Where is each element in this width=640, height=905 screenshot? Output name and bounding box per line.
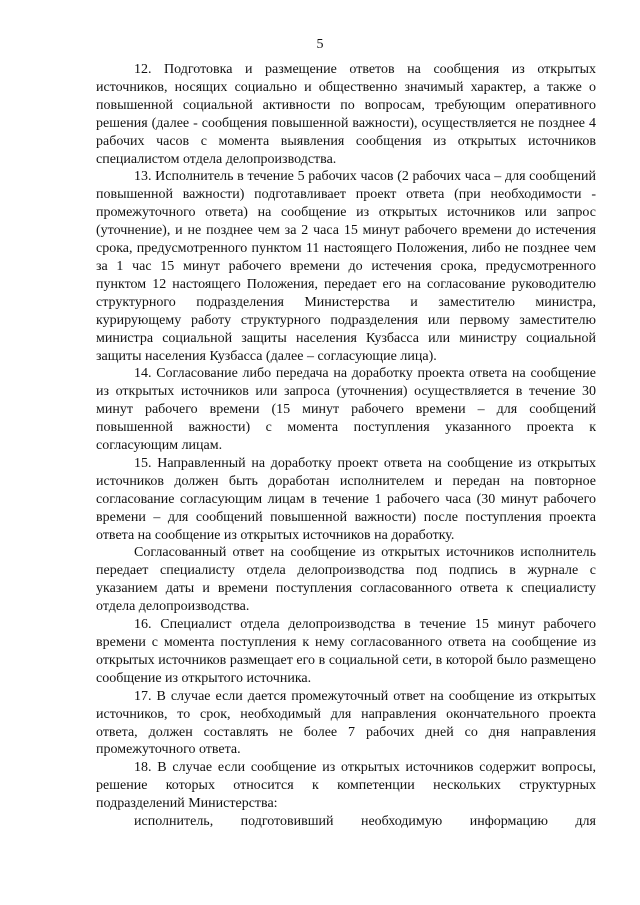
paragraph-18: 18. В случае если сообщение из открытых источников содержит вопросы, решение которых относится к компетенции нескольких структурных подразделений Министерства: — [96, 760, 596, 812]
paragraph-12: 12. Подготовка и размещение ответов на сообщения из открытых источников, носящих социально и общественно значимый характер, а также о повышенной социальной активности по вопросам, требующим оперативного решения (далее - сообщения повышенной важности), осуществляется не позднее 4 рабочих часов с момента выявления сообщения из открытых источников специалистом отдела делопроизводства. — [96, 62, 596, 167]
page-number: 5 — [316, 37, 324, 52]
paragraph-13: 13. Исполнитель в течение 5 рабочих часов (2 рабочих часа – для сообщений повышенной важности) подготавливает проект ответа (при необходимости - промежуточного ответа) на сообщение из открытых источников или запрос (уточнение), и не позднее чем за 2 часа 15 минут рабочего времени до истечения срока, предусмотренного пунктом 11 настоящего Положения, либо не позднее чем за 1 час 15 минут рабочего времени до истечения срока, предусмотренного пунктом 12 настоящего Положения, передает его на согласование руководителю структурного подразделения Министерства и заместителю министра, курирующему работу структурного подразделения или первому заместителю министра социальной защиты населения Кузбасса или министру социальной защиты населения Кузбасса (далее – согласующие лица). — [96, 169, 596, 364]
paragraph-17: 17. В случае если дается промежуточный ответ на сообщение из открытых источников, то срок, необходимый для направления окончательного проекта ответа, должен составлять не более 7 рабочих дней со дня направления промежуточного ответа. — [96, 688, 596, 758]
paragraph-14: 14. Согласование либо передача на доработку проекта ответа на сообщение из открытых источников или запроса (уточнения) осуществляется в течение 30 минут рабочего времени (15 минут рабочего времени – для сообщений повышенной важности) с момента поступления указанного проекта к согласующим лицам. — [96, 366, 596, 454]
paragraph-18-item: исполнитель, подготовивший необходимую информацию для — [134, 814, 596, 830]
document-body — [96, 61, 596, 831]
paragraph-15: 15. Направленный на доработку проект ответа на сообщение из открытых источников должен быть доработан исполнителем и передан на повторное согласование согласующим лицам в течение 1 рабочего часа (30 минут рабочего времени – для сообщений повышенной важности) после поступления проекта ответа на сообщение из открытых источников на доработку. — [96, 455, 596, 543]
paragraph-16: 16. Специалист отдела делопроизводства в течение 15 минут рабочего времени с момента поступления к нему согласованного ответа на сообщение из открытых источников размещает его в социальной сети, в которой было размещено сообщение из открытого источника. — [96, 617, 596, 686]
paragraph-15-continued: Согласованный ответ на сообщение из открытых источников исполнитель передает специалисту отдела делопроизводства под подпись в журнале с указанием даты и времени поступления согласованного ответа к специалисту отдела делопроизводства. — [96, 545, 596, 615]
